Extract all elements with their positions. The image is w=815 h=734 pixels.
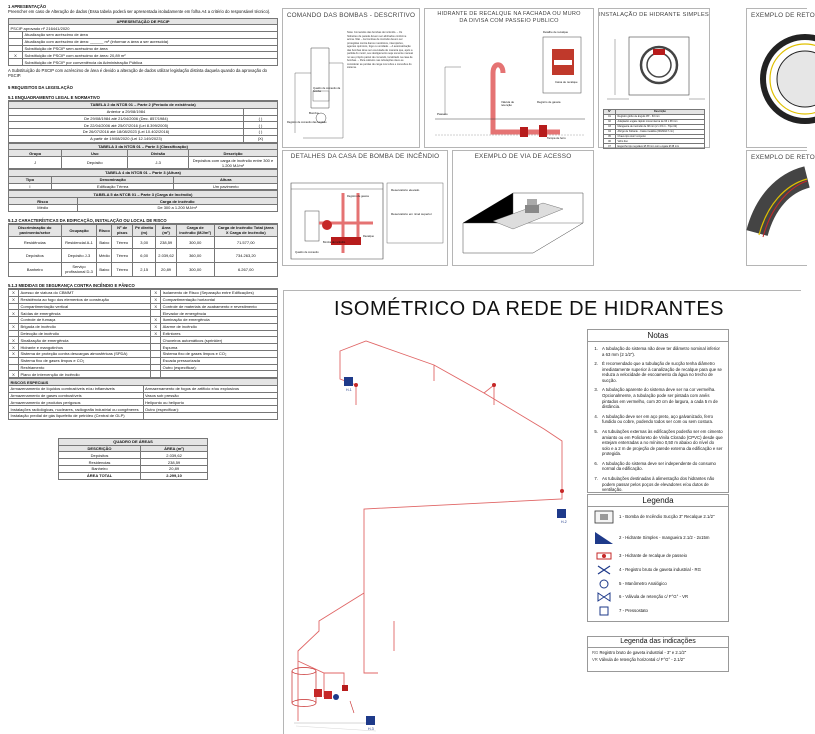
presentation-heading: 1 APRESENTAÇÃO — [8, 4, 47, 9]
manometer-icon — [594, 577, 614, 591]
label-upper-reservoir: Reservatório em nível superior — [391, 212, 432, 216]
ret-example-top-sheet — [746, 8, 815, 148]
command-box-label: Quadro de comando da bomba — [313, 87, 341, 94]
label-elevated-reservoir: Reservatório elevado — [391, 188, 420, 192]
measure-label: Sistema fixo de gases limpos e CO₂ — [161, 351, 278, 358]
note-item — [590, 361, 723, 383]
table-row — [9, 296, 278, 303]
access-route-drawing — [453, 163, 593, 263]
note-item — [590, 414, 723, 425]
simple-hydrant-parts — [603, 109, 705, 149]
part-number: 02 — [604, 119, 616, 124]
label-iron-cover: Tampa de ferro — [547, 136, 566, 140]
special-risks-title: RISCOS ESPECIAIS — [9, 379, 278, 386]
table-row: De 26/07/2016 até 18/08/2023 (Lei 10.402/2016) ( ) — [9, 129, 278, 136]
facade-hydrant-drawing — [425, 27, 593, 147]
hydrant-tag-h2: H-2 — [561, 520, 567, 524]
memorial-column — [8, 4, 278, 480]
indications-box — [587, 636, 729, 672]
measure-label: Iluminação de emergência — [161, 317, 278, 324]
measure-mark: X — [9, 323, 19, 330]
legend-list — [588, 507, 728, 617]
part-description: Chave tipo storz conjunto — [616, 134, 705, 139]
table-row — [604, 144, 705, 149]
indication-text: Registro bruto de gaveta industrial - 3" e 2.1/2" — [599, 650, 687, 655]
table-row: De 22/04/2006 até 25/07/2016 (Lei 8.399/2005) ( ) — [9, 122, 278, 129]
measure-label: Hidrante e mangotinhos — [19, 344, 151, 351]
road-curve-drawing — [747, 163, 807, 263]
parts-header: Descrição — [616, 110, 705, 115]
table-row — [9, 351, 278, 358]
legend-item: 6 - Válvula de retenção c/ F°G° - VR — [588, 590, 728, 604]
option-text: Substituição de PSCIP sem acréscimo de área — [23, 45, 278, 52]
part-number: 01 — [604, 114, 616, 119]
table-row — [9, 344, 278, 351]
special-risk-label: Armazenamento de líquidos combustíveis e/ou inflamáveis — [9, 385, 144, 392]
measure-label — [161, 371, 278, 378]
note-item — [590, 429, 723, 457]
table-row — [9, 323, 278, 330]
ret-example-mid-sheet — [746, 150, 815, 266]
legislation-heading: 5 REQUISITOS DA LEGISLAÇÃO — [8, 85, 73, 91]
gate-valve-icon — [594, 563, 614, 577]
legend-item: 1 - Bomba de Incêndio Sucção 3" Recalque 2.1/2" — [588, 507, 728, 527]
special-risk-label: Armazenamento de produtos perigosos — [9, 399, 144, 406]
table-row — [9, 413, 278, 420]
label-recalque: Recalque — [363, 235, 374, 238]
measure-label: Detecção de incêndio — [19, 330, 151, 337]
indication-text: Válvula de retenção horizontal c/ F°G° - 2.1/2" — [599, 657, 685, 663]
part-description: Vidro liso — [616, 139, 705, 144]
measure-mark: X — [9, 289, 19, 296]
table-row — [9, 357, 278, 364]
legend-box — [587, 494, 729, 622]
hydrant-box-h1 — [344, 377, 353, 386]
fire-pump-icon — [594, 510, 614, 524]
roundabout-drawing — [747, 23, 807, 143]
legend-item: 4 - Registro bruto de gaveta industrial - RG — [588, 563, 728, 577]
measure-label: Sistema de proteção contra descargas atmosféricas (SPDA) — [19, 351, 151, 358]
characteristics-table: Discriminação do pavimento/setor Ocupação Risco Nº de pisos Pé direito (m) Área (m²) Carga de incêndio (MJ/m²) Carga de Incêndio Total (área X Carga de Incêndio) Residências Residencial A-1 Baixo Térreo 3,00 238,59 300,00 71.577,00 Depósitos Depósito J-3 Médio Térreo 6,00 2.039,62 360,00 734.263,20 Banheiro Serviço profissional D-3 Baixo Térreo 2,15 20,89 300,00 6.267,00 — [8, 224, 278, 277]
access-route-title: EXEMPLO DE VIA DE ACESSO — [474, 153, 572, 160]
label-gate-register: Registro de gaveta — [537, 100, 561, 104]
checkbox-mark — [9, 45, 23, 52]
measure-mark — [151, 364, 161, 371]
table-3-classification: TABELA 3 da NTCB 01 – Parte 3 (Classificação) Grupo Uso Divisão Descrição J Depósito J-3 Depósitos com carga de incêndio entre 300 e 1.200 MJ/m² — [8, 143, 278, 169]
special-risk-label: Vasos sob pressão — [143, 392, 278, 399]
measure-label: Compartimentação vertical — [19, 303, 151, 310]
part-number: 06 — [604, 139, 616, 144]
measure-mark — [9, 330, 19, 337]
special-risk-label: Outro (especificar): — [143, 406, 278, 413]
measure-mark: X — [151, 289, 161, 296]
note-number: 1. — [594, 346, 598, 351]
special-risk-label: Instalações radiológicas, nucleares, radiografia industrial ou congêneres — [9, 406, 144, 413]
table-row — [9, 371, 278, 378]
table-row — [9, 45, 278, 52]
hydrant-simple-icon — [594, 531, 614, 545]
isometric-title: ISOMÉTRICO DA REDE DE HIDRANTES — [334, 298, 724, 320]
measure-mark — [151, 351, 161, 358]
special-risk-label: Instalação predial de gás liquefeito de petróleo (Central de GLP) — [9, 413, 144, 420]
indications-title: Legenda das indicações — [588, 637, 728, 648]
isometric-drawing — [284, 321, 584, 731]
ret-mid-title: EXEMPLO DE RETO — [751, 154, 815, 161]
note-number: 4. — [594, 413, 598, 419]
measure-mark: X — [9, 296, 19, 303]
label-box: Caixa de recalque — [555, 80, 578, 84]
table-5-fire-load: TABELA 5 da NTCB 01 – Parte 3 (Carga de Incêndio) Risco Carga de incêndio Médio De 300 a 1.200 MJ/m² — [8, 190, 278, 211]
measure-mark — [9, 303, 19, 310]
pump-command-notes: Nota: Comandos das bombas de incêndio. – Os hidrantes de parede devem ser alinhados conforme acima. Não – As bombas de incêndio devem ser protegidas contra danos mecânicos, intempéries, agentes químicos, fogo ou umidade. – A automatização das bombas deve ser executada de maneira que, após a partida do motor, seu desligamento seja somente manual no seu próprio painel de comando, localizado na casa de bombas. – Para cálculos nas tubulações deve-se considerar as perdas de carga nos tubos e conexões do sistema. — [347, 31, 413, 69]
note-text: É recomendado que a tubulação de sucção tenha diâmetro imediatamente superior à canalização de recalque para que se reduza a velocidade de escoamento da água no trecho de sucção. — [602, 361, 722, 383]
note-number: 3. — [594, 387, 598, 393]
table-row: Médio De 300 a 1.200 MJ/m² — [9, 204, 278, 211]
part-description: Mangueira de incêndio de 38 mm (2 x 15 m - Tipo 02) — [616, 124, 705, 129]
table-row — [9, 52, 278, 59]
notes-box — [587, 329, 729, 493]
table-2-title: TABELA 2 da NTCB 01 – Parte 2 (Período de existência) — [9, 101, 278, 108]
presentation-text: Preencher em caso de Alteração de dados (Essa tabela poderá ser apresentada isoladamente em folha A4 a critério do responsável técnico). — [8, 9, 271, 15]
note-text: As tubulações destinadas à alimentação dos hidrantes não podem passar pelos poços de elevadores e/ou dutos de ventilação. — [602, 475, 715, 493]
note-item — [590, 461, 723, 472]
measure-mark: X — [9, 351, 19, 358]
substitution-note: A Substituição do PSCIP com acréscimo de área é devido a alteração de dados utilizar legislação distinta daquela quando da aprovação do PSCIP. — [8, 67, 268, 79]
measures-heading: 5.1.3 MEDIDAS DE SEGURANÇA CONTRA INCÊNDIO E PÂNICO — [8, 283, 278, 289]
note-number: 5. — [594, 428, 598, 434]
note-item — [590, 476, 723, 493]
pump-house-sheet — [282, 150, 448, 266]
pscip-approved: PSCIP aprovado nº 216441/2020 — [9, 25, 278, 32]
measure-label: Escada pressurizada — [161, 357, 278, 364]
measure-mark: X — [9, 371, 19, 378]
option-text: Atualização sem acréscimo de área — [23, 32, 278, 39]
table-row: Anterior a 29/08/1984 — [9, 108, 278, 115]
note-number: 7. — [594, 475, 598, 481]
checkbox-mark — [9, 59, 23, 66]
access-route-sheet — [452, 150, 594, 266]
areas-total-row: ÁREA TOTAL 2.299,10 — [59, 472, 208, 479]
table-row: J Depósito J-3 Depósitos com carga de incêndio entre 300 e 1.200 MJ/m² — [9, 157, 278, 169]
part-number: 04 — [604, 129, 616, 134]
table-row: Banheiro 20,89 — [59, 465, 208, 472]
measure-mark — [151, 371, 161, 378]
note-number: 2. — [594, 361, 598, 367]
part-number: 07 — [604, 144, 616, 149]
table-row: A partir de 19/08/2020 (Lei 12.149/2023) (X) — [9, 135, 278, 142]
pscip-table-header: APRESENTAÇÃO DE PSCIP — [9, 18, 278, 25]
pump-command-sheet — [282, 8, 420, 148]
indication-row — [588, 655, 728, 662]
measure-mark: X — [151, 330, 161, 337]
option-text: Substituição de PSCIP por conveniência da Administração Pública — [23, 59, 278, 66]
notes-list — [588, 342, 728, 493]
label-fire-pump: Bomba de incêndio — [323, 241, 346, 244]
hydrant-tag-h1: H-1 — [346, 388, 352, 392]
simple-hydrant-title: INSTALAÇÃO DE HIDRANTE SIMPLES — [599, 12, 709, 18]
checkbox-mark: X — [9, 52, 23, 59]
part-number: 03 — [604, 124, 616, 129]
measure-mark: X — [9, 337, 19, 344]
ret-top-title: EXEMPLO DE RETO — [751, 12, 815, 19]
table-row — [9, 337, 278, 344]
measure-label: Resfriamento — [19, 364, 151, 371]
pscip-table — [8, 18, 278, 66]
table-row — [9, 32, 278, 39]
measure-label: Sistema fixo de gases limpos e CO₂ — [19, 357, 151, 364]
measure-mark — [151, 337, 161, 344]
checkbox-mark — [9, 32, 23, 39]
measure-mark — [9, 357, 19, 364]
table-row — [9, 406, 278, 413]
measure-mark: X — [9, 310, 19, 317]
table-2-existence — [8, 101, 278, 143]
label-check-valve: Válvula de retenção — [501, 100, 515, 108]
measure-mark: X — [151, 296, 161, 303]
table-row — [9, 330, 278, 337]
table-row — [9, 289, 278, 296]
facade-hydrant-title: HIDRANTE DE RECALQUE NA FACHADA OU MURO DA DIVISA COM PASSEIO PUBLICO — [437, 11, 581, 24]
measure-label: Brigada de incêndio — [19, 323, 151, 330]
measure-label: Controle de materiais de acabamento e revestimento — [161, 303, 278, 310]
table-4-height: TABELA 4 da NTCB 01 – Parte 3 (Altura) Tipo Denominação Altura I Edificação Térrea Um pavimento — [8, 169, 278, 190]
special-risk-label: Armazenamento de gases combustíveis — [9, 392, 144, 399]
indication-row — [588, 648, 728, 655]
note-text: A tubulação aparente do sistema deve ser na cor vermelha. Opcionalmente, a tubulação pode ser pintada com anéis pintados em vermelho, com 20 cm de largura, a cada 5 m de distância. — [602, 387, 718, 410]
table-row: Banheiro Serviço profissional D-3 Baixo Térreo 2,15 20,89 300,00 6.267,00 — [9, 262, 278, 276]
notes-title: Notas — [588, 330, 728, 342]
legend-item: 2 - Hidrante Simples - mangueira 2.1/2 - 2x15m — [588, 527, 728, 549]
table-row: Depósitos 2.039,62 — [59, 452, 208, 459]
part-number: 05 — [604, 134, 616, 139]
table-row: Depósitos Depósito J-3 Médio Térreo 6,00 2.039,62 360,00 734.263,20 — [9, 248, 278, 262]
measure-mark — [9, 364, 19, 371]
table-row — [9, 59, 278, 66]
table-row — [9, 310, 278, 317]
special-risk-label — [143, 413, 278, 420]
special-risk-label: Heliponto ou heliporto — [143, 399, 278, 406]
table-row — [9, 303, 278, 310]
note-text: As tubulações externas às edificações poderão ser em cimento amianto ou em Policloreto de Vinila Clorado (CPVC) desde que estejam enterradas a no mínimo 0,50 m abaixo do nível do solo e a 2 m de projeção de parede externa da edificação e ser protegida. — [602, 428, 723, 457]
table-row: Residencias 238,59 — [59, 459, 208, 466]
note-text: A tubulação deve ser em aço preto, aço galvanizado, ferro fundido ou cobre, podendo todos ser com ou sem costura. — [602, 413, 714, 425]
measure-label: Resistência ao fogo dos elementos de construção — [19, 296, 151, 303]
special-risk-label: Armazenamento de fogos de artifício e/ou explosivos — [143, 385, 278, 392]
measure-label: Chuveiros automáticos (sprinkler) — [161, 337, 278, 344]
legend-item: 3 - Hidrante de recalque de passeio — [588, 549, 728, 563]
measure-mark — [151, 357, 161, 364]
table-row: De 29/08/1984 até 21/04/2006 (Dec. 857/1984) ( ) — [9, 115, 278, 122]
special-risks-table — [8, 378, 278, 420]
note-text: A tubulação do sistema deve ser independente do consumo normal da edificação. — [602, 460, 716, 472]
table-row — [9, 38, 278, 45]
label-sidewalk: Passeio — [437, 112, 448, 116]
hydrant-box-h3 — [366, 716, 375, 725]
table-row — [9, 399, 278, 406]
option-text: Atualização com acréscimo de área: ______ m² (informar a área a ser acrescida) — [23, 38, 278, 45]
table-row — [9, 385, 278, 392]
pump-label: Bomba — [309, 111, 319, 115]
indication-code: VR — [592, 657, 598, 663]
note-item — [590, 387, 723, 409]
note-number: 6. — [594, 460, 598, 466]
measure-mark: X — [151, 323, 161, 330]
hydrant-box-h2 — [557, 509, 566, 518]
measure-label: Espuma — [161, 344, 278, 351]
measure-mark: X — [151, 317, 161, 324]
table-row — [9, 364, 278, 371]
label-command: Quadro de comando — [295, 251, 319, 254]
measure-label: Sinalização de emergência — [19, 337, 151, 344]
measure-mark — [151, 310, 161, 317]
measures-table — [8, 289, 278, 378]
isometric-sheet — [283, 290, 801, 734]
measure-label: Controle de fumaça — [19, 317, 151, 324]
pump-command-title: COMANDO DAS BOMBAS - DESCRITIVO — [286, 12, 416, 19]
option-text: Substituição de PSCIP com acréscimo de área: 20,89 m² — [23, 52, 278, 59]
measure-label: Alarme de incêndio — [161, 323, 278, 330]
sidewalk-hydrant-icon — [594, 549, 614, 563]
pump-house-title: DETALHES DA CASA DE BOMBA DE INCÊNDIO — [290, 153, 440, 160]
hydrant-tag-h3: H-3 — [368, 727, 374, 731]
table-row: Residências Residencial A-1 Baixo Térreo 3,00 238,59 300,00 71.577,00 — [9, 236, 278, 248]
legend-item: 7 - Pressostato — [588, 604, 728, 617]
areas-table: QUADRO DE ÁREAS DESCRIÇÃO ÁREA (m²) Depósitos 2.039,62 Residencias 238,59 Banheiro 20,89 ÁREA TOTAL 2.299,10 — [58, 438, 208, 480]
label-gate: Registro de gaveta — [347, 195, 369, 198]
checkbox-mark — [9, 38, 23, 45]
measure-label: Outro (especificar): — [161, 364, 278, 371]
table-row — [9, 392, 278, 399]
part-description: Abrigo de hidrante - Caixa metálica (90x60x17 cm) — [616, 129, 705, 134]
table-row — [9, 317, 278, 324]
note-text: A tubulação do sistema não deve ter diâmetro nominal inferior a 63 mm (2 1/2"). — [602, 346, 720, 357]
part-description: Adaptador engate rápido rosca interna de 63 x 38 mm — [616, 119, 705, 124]
simple-hydrant-drawing — [599, 19, 709, 109]
measure-label: Saídas de emergência — [19, 310, 151, 317]
measure-label: Elevador de emergência — [161, 310, 278, 317]
part-description: Esguicho tipo regulável Ø 38 mm com engate Ø 38 mm — [616, 144, 705, 149]
characteristics-heading: 5.1.2 CARACTERÍSTICAS DA EDIFICAÇÃO, INSTALAÇÃO OU LOCAL DE RISCO — [8, 218, 278, 224]
label-detail: Detalhe de recalque — [543, 30, 569, 34]
measure-mark — [9, 317, 19, 324]
measure-label: Isolamento de Risco (Separação entre Edificações) — [161, 289, 278, 296]
parts-header: Nº — [604, 110, 616, 115]
measure-mark: X — [151, 303, 161, 310]
measure-label: Compartimentação horizontal — [161, 296, 278, 303]
areas-title: QUADRO DE ÁREAS — [59, 438, 208, 445]
pressure-switch-icon — [594, 604, 614, 618]
facade-hydrant-sheet — [424, 8, 594, 148]
note-item — [590, 346, 723, 357]
measure-mark: X — [9, 344, 19, 351]
measure-label: Plano de intervenção de incêndio — [19, 371, 151, 378]
table-row: I Edificação Térrea Um pavimento — [9, 183, 278, 190]
part-description: Registro globo de ângulo 45º - 63 mm — [616, 114, 705, 119]
measure-label: Acesso de viatura do CBMMT — [19, 289, 151, 296]
register-label: Registro de comando das bombas — [287, 121, 327, 124]
simple-hydrant-sheet — [598, 8, 710, 148]
framework-heading: 5.1 ENQUADRAMENTO LEGAL E NORMATIVO — [8, 95, 278, 101]
check-valve-icon — [594, 590, 614, 604]
indication-code: RG — [592, 650, 599, 655]
legend-item: 5 - Manômetro Analógico — [588, 577, 728, 590]
measure-label: Extintores — [161, 330, 278, 337]
legend-title: Legenda — [588, 495, 728, 507]
measure-mark — [151, 344, 161, 351]
